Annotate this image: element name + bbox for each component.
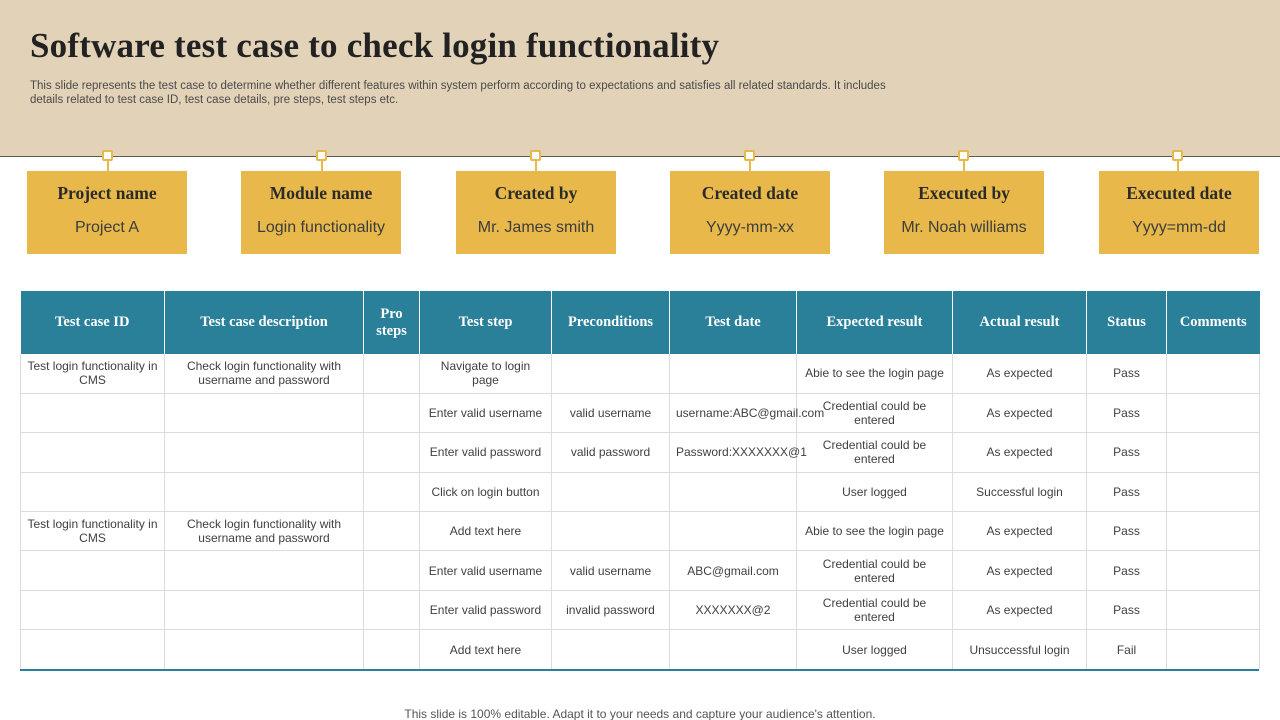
cell-test-date bbox=[670, 354, 797, 393]
column-header: Test case ID bbox=[21, 291, 165, 354]
cell-description bbox=[165, 433, 364, 472]
card-value: Yyyy=mm-dd bbox=[1132, 219, 1226, 236]
cell-status: Fail bbox=[1087, 630, 1167, 669]
cell-actual-result: As expected bbox=[953, 590, 1087, 629]
cell-description bbox=[165, 393, 364, 432]
cell-actual-result: As expected bbox=[953, 393, 1087, 432]
table-row bbox=[21, 393, 1260, 432]
column-header: Actual result bbox=[953, 291, 1087, 354]
cell-comments bbox=[1167, 590, 1260, 629]
footer-note: This slide is 100% editable. Adapt it to your needs and capture your audience's attention. bbox=[404, 707, 876, 720]
cell-comments bbox=[1167, 630, 1260, 669]
cell-pro-steps bbox=[364, 472, 420, 511]
cell-description bbox=[165, 590, 364, 629]
cell-preconditions bbox=[552, 512, 670, 551]
page-title: Software test case to check login functionality bbox=[30, 26, 720, 65]
cell-actual-result: Unsuccessful login bbox=[953, 630, 1087, 669]
cell-preconditions: valid password bbox=[552, 433, 670, 472]
column-header: Test date bbox=[670, 291, 797, 354]
cell-preconditions bbox=[552, 630, 670, 669]
cell-actual-result: As expected bbox=[953, 433, 1087, 472]
cell-test-case-id: Test login functionality in CMS bbox=[21, 354, 165, 393]
cell-preconditions: valid username bbox=[552, 393, 670, 432]
cell-test-case-id bbox=[21, 433, 165, 472]
cell-expected-result: Credential could be entered bbox=[797, 433, 953, 472]
cell-preconditions bbox=[552, 472, 670, 511]
cell-test-date: ABC@gmail.com bbox=[670, 551, 797, 590]
card-title: Executed by bbox=[918, 183, 1010, 203]
cell-description bbox=[165, 551, 364, 590]
cell-comments bbox=[1167, 551, 1260, 590]
cell-test-step: Enter valid password bbox=[420, 590, 552, 629]
column-header: Status bbox=[1087, 291, 1167, 354]
card-value: Mr. Noah williams bbox=[901, 219, 1027, 236]
connector-marker bbox=[958, 150, 969, 161]
cell-preconditions: invalid password bbox=[552, 590, 670, 629]
cell-actual-result: As expected bbox=[953, 512, 1087, 551]
cell-test-case-id bbox=[21, 393, 165, 432]
cell-test-case-id: Test login functionality in CMS bbox=[21, 512, 165, 551]
card-created-by bbox=[456, 171, 616, 254]
cell-expected-result: Credential could be entered bbox=[797, 551, 953, 590]
cell-pro-steps bbox=[364, 433, 420, 472]
table-row bbox=[21, 472, 1260, 511]
cell-test-date bbox=[670, 630, 797, 669]
cell-comments bbox=[1167, 472, 1260, 511]
card-title: Created date bbox=[701, 183, 799, 203]
cell-test-date: username:ABC@gmail.com bbox=[670, 393, 797, 432]
cell-description: Check login functionality with username and password bbox=[165, 512, 364, 551]
cell-pro-steps bbox=[364, 393, 420, 432]
cell-description bbox=[165, 630, 364, 669]
cell-expected-result: Abie to see the login page bbox=[797, 512, 953, 551]
card-title: Executed date bbox=[1126, 183, 1232, 203]
cell-expected-result: User logged bbox=[797, 472, 953, 511]
card-executed-by bbox=[884, 171, 1044, 254]
cell-pro-steps bbox=[364, 551, 420, 590]
card-executed-date bbox=[1099, 171, 1259, 254]
cell-comments bbox=[1167, 433, 1260, 472]
cell-test-case-id bbox=[21, 551, 165, 590]
cell-expected-result: Credential could be entered bbox=[797, 590, 953, 629]
table-row bbox=[21, 354, 1260, 393]
cell-test-case-id bbox=[21, 472, 165, 511]
column-header: Preconditions bbox=[552, 291, 670, 354]
cell-status: Pass bbox=[1087, 590, 1167, 629]
column-header: Comments bbox=[1167, 291, 1260, 354]
card-title: Created by bbox=[494, 183, 578, 203]
cell-pro-steps bbox=[364, 590, 420, 629]
cell-preconditions bbox=[552, 354, 670, 393]
column-header: Test step bbox=[420, 291, 552, 354]
column-header: Pro steps bbox=[364, 291, 420, 354]
cell-status: Pass bbox=[1087, 393, 1167, 432]
cell-description: Check login functionality with username and password bbox=[165, 354, 364, 393]
cell-test-date bbox=[670, 472, 797, 511]
cell-pro-steps bbox=[364, 512, 420, 551]
connector-marker bbox=[1172, 150, 1183, 161]
cell-test-case-id bbox=[21, 630, 165, 669]
test-case-grid bbox=[20, 291, 1260, 669]
cell-test-date: Password:XXXXXXX@1 bbox=[670, 433, 797, 472]
cell-status: Pass bbox=[1087, 472, 1167, 511]
cell-test-step: Click on login button bbox=[420, 472, 552, 511]
connector-marker bbox=[744, 150, 755, 161]
cell-comments bbox=[1167, 512, 1260, 551]
cell-pro-steps bbox=[364, 354, 420, 393]
card-module-name bbox=[241, 171, 401, 254]
cell-actual-result: Successful login bbox=[953, 472, 1087, 511]
cell-status: Pass bbox=[1087, 354, 1167, 393]
cell-actual-result: As expected bbox=[953, 551, 1087, 590]
cell-test-step: Add text here bbox=[420, 512, 552, 551]
cell-test-step: Add text here bbox=[420, 630, 552, 669]
cell-test-date: XXXXXXX@2 bbox=[670, 590, 797, 629]
card-value: Yyyy-mm-xx bbox=[706, 219, 794, 236]
cell-test-date bbox=[670, 512, 797, 551]
cell-test-step: Enter valid username bbox=[420, 551, 552, 590]
table-row bbox=[21, 630, 1260, 669]
cell-description bbox=[165, 472, 364, 511]
card-value: Login functionality bbox=[256, 219, 386, 236]
table-row bbox=[21, 551, 1260, 590]
connector-marker bbox=[102, 150, 113, 161]
cell-test-step: Enter valid password bbox=[420, 433, 552, 472]
card-created-date bbox=[670, 171, 830, 254]
card-project-name bbox=[27, 171, 187, 254]
cell-test-step: Enter valid username bbox=[420, 393, 552, 432]
cell-pro-steps bbox=[364, 630, 420, 669]
card-value: Mr. James smith bbox=[477, 219, 595, 236]
cell-test-case-id bbox=[21, 590, 165, 629]
page-subtitle: This slide represents the test case to determine whether different features within system perform according to expectations and satisfies all related standards. It includes details related to test case ID, test case details, pre steps, test steps etc. bbox=[30, 80, 886, 106]
cell-status: Pass bbox=[1087, 551, 1167, 590]
cell-comments bbox=[1167, 354, 1260, 393]
table-row bbox=[21, 590, 1260, 629]
cell-expected-result: Credential could be entered bbox=[797, 393, 953, 432]
test-case-table bbox=[20, 291, 1259, 671]
table-row bbox=[21, 512, 1260, 551]
cell-test-step: Navigate to login page bbox=[420, 354, 552, 393]
card-value: Project A bbox=[74, 219, 140, 236]
cell-expected-result: User logged bbox=[797, 630, 953, 669]
connector-marker bbox=[530, 150, 541, 161]
cell-comments bbox=[1167, 393, 1260, 432]
table-body bbox=[21, 354, 1260, 669]
connector-marker bbox=[316, 150, 327, 161]
table-header bbox=[21, 291, 1260, 354]
column-header: Test case description bbox=[165, 291, 364, 354]
column-header: Expected result bbox=[797, 291, 953, 354]
header-band bbox=[0, 0, 1280, 157]
card-title: Module name bbox=[269, 183, 373, 203]
card-title: Project name bbox=[57, 183, 157, 203]
cell-actual-result: As expected bbox=[953, 354, 1087, 393]
table-row bbox=[21, 433, 1260, 472]
cell-status: Pass bbox=[1087, 512, 1167, 551]
cell-status: Pass bbox=[1087, 433, 1167, 472]
cell-expected-result: Abie to see the login page bbox=[797, 354, 953, 393]
cell-preconditions: valid username bbox=[552, 551, 670, 590]
